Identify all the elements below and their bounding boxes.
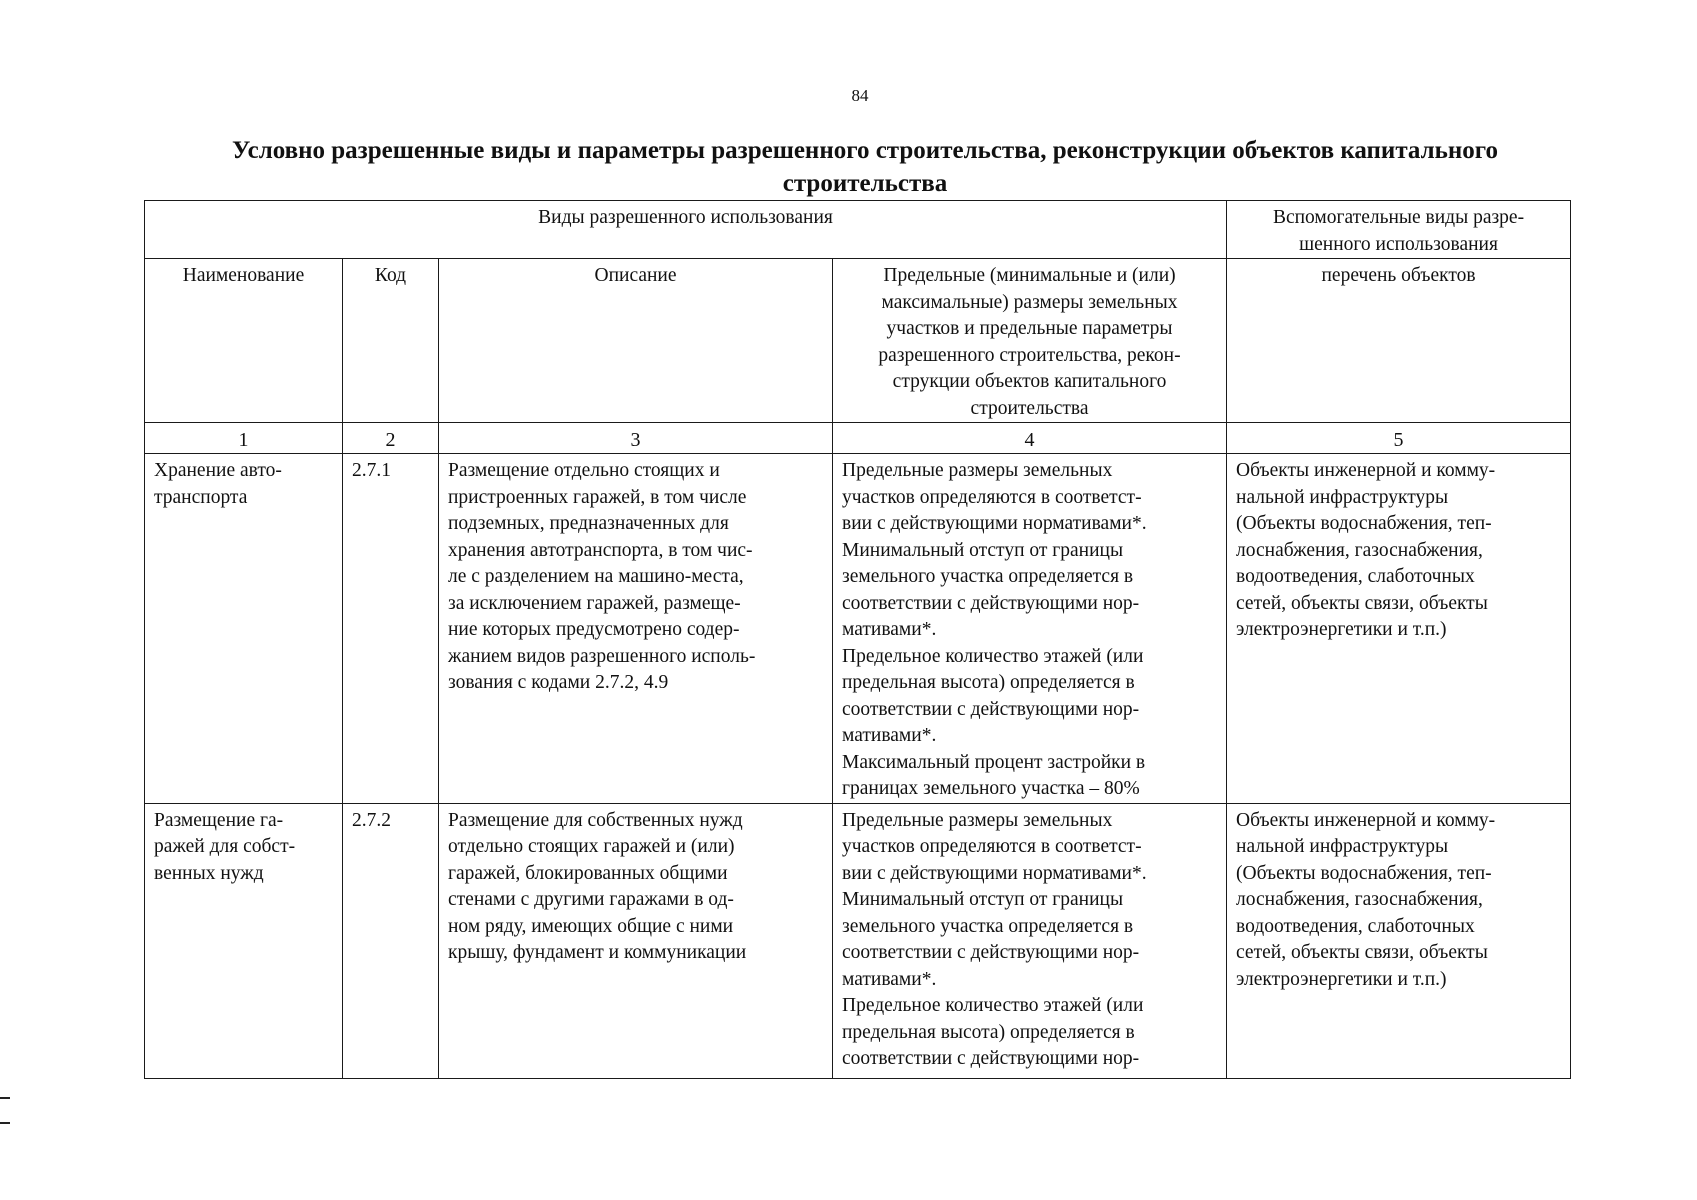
group-header-main: Виды разрешенного использования <box>145 201 1227 259</box>
row-description: Размещение для собственных нужд отдельно стоящих гаражей и (или) гаражей, блокированных общими стенами с другими гаражами в од- ном ряду, имеющих общие с ними крышу, фундамент и коммуникации <box>439 803 833 1078</box>
margin-mark <box>0 1097 10 1099</box>
land-use-table <box>144 200 1571 1079</box>
row-objects: Объекты инженерной и комму- нальной инфраструктуры (Объекты водоснабжения, теп- лоснабжения, газоснабжения, водоотведения, слаботочных сетей, объекты связи, объекты электроэнергетики и т.п.) <box>1227 454 1571 804</box>
column-number: 3 <box>439 423 833 454</box>
table-row <box>145 454 1571 804</box>
column-number: 1 <box>145 423 343 454</box>
row-code: 2.7.2 <box>343 803 439 1078</box>
page-number: 84 <box>851 86 869 105</box>
row-name: Размещение га- ражей для собст- венных нужд <box>145 803 343 1078</box>
table-row <box>145 803 1571 1078</box>
column-number: 4 <box>833 423 1227 454</box>
column-header-objects: перечень объектов <box>1227 259 1571 423</box>
table-column-number-row <box>145 423 1571 454</box>
table-group-header-row <box>145 201 1571 259</box>
column-header-limits: Предельные (минимальные и (или) максимальные) размеры земельных участков и предельные параметры разрешенного строительства, рекон- струкции объектов капитального строительства <box>833 259 1227 423</box>
row-limits: Предельные размеры земельных участков определяются в соответст- вии с действующими нормативами*. Минимальный отступ от границы земельного участка определяется в соответствии с действующими нор- мативами*. Предельное количество этажей (или предельная высота) определяется в соответствии с действующими нор- мативами*. Максимальный процент застройки в границах земельного участка – 80% <box>833 454 1227 804</box>
row-objects: Объекты инженерной и комму- нальной инфраструктуры (Объекты водоснабжения, теп- лоснабжения, газоснабжения, водоотведения, слаботочных сетей, объекты связи, объекты электроэнергетики и т.п.) <box>1227 803 1571 1078</box>
column-number: 2 <box>343 423 439 454</box>
table-column-header-row <box>145 259 1571 423</box>
document-title: Условно разрешенные виды и параметры разрешенного строительства, реконструкции объектов капитального строительства <box>231 137 1499 197</box>
margin-mark <box>0 1122 10 1124</box>
row-description: Размещение отдельно стоящих и пристроенных гаражей, в том числе подземных, предназначенных для хранения автотранспорта, в том чис- ле с разделением на машино-места, за исключением гаражей, размеще- ние которых предусмотрено содер- жанием видов разрешенного исполь- зования с кодами 2.7.2, 4.9 <box>439 454 833 804</box>
row-limits: Предельные размеры земельных участков определяются в соответст- вии с действующими нормативами*. Минимальный отступ от границы земельного участка определяется в соответствии с действующими нор- мативами*. Предельное количество этажей (или предельная высота) определяется в соответствии с действующими нор- <box>833 803 1227 1078</box>
column-header-name: Наименование <box>145 259 343 423</box>
column-header-code: Код <box>343 259 439 423</box>
group-header-auxiliary: Вспомогательные виды разре- шенного использования <box>1227 201 1571 259</box>
column-number: 5 <box>1227 423 1571 454</box>
row-code: 2.7.1 <box>343 454 439 804</box>
row-name: Хранение авто- транспорта <box>145 454 343 804</box>
column-header-description: Описание <box>439 259 833 423</box>
